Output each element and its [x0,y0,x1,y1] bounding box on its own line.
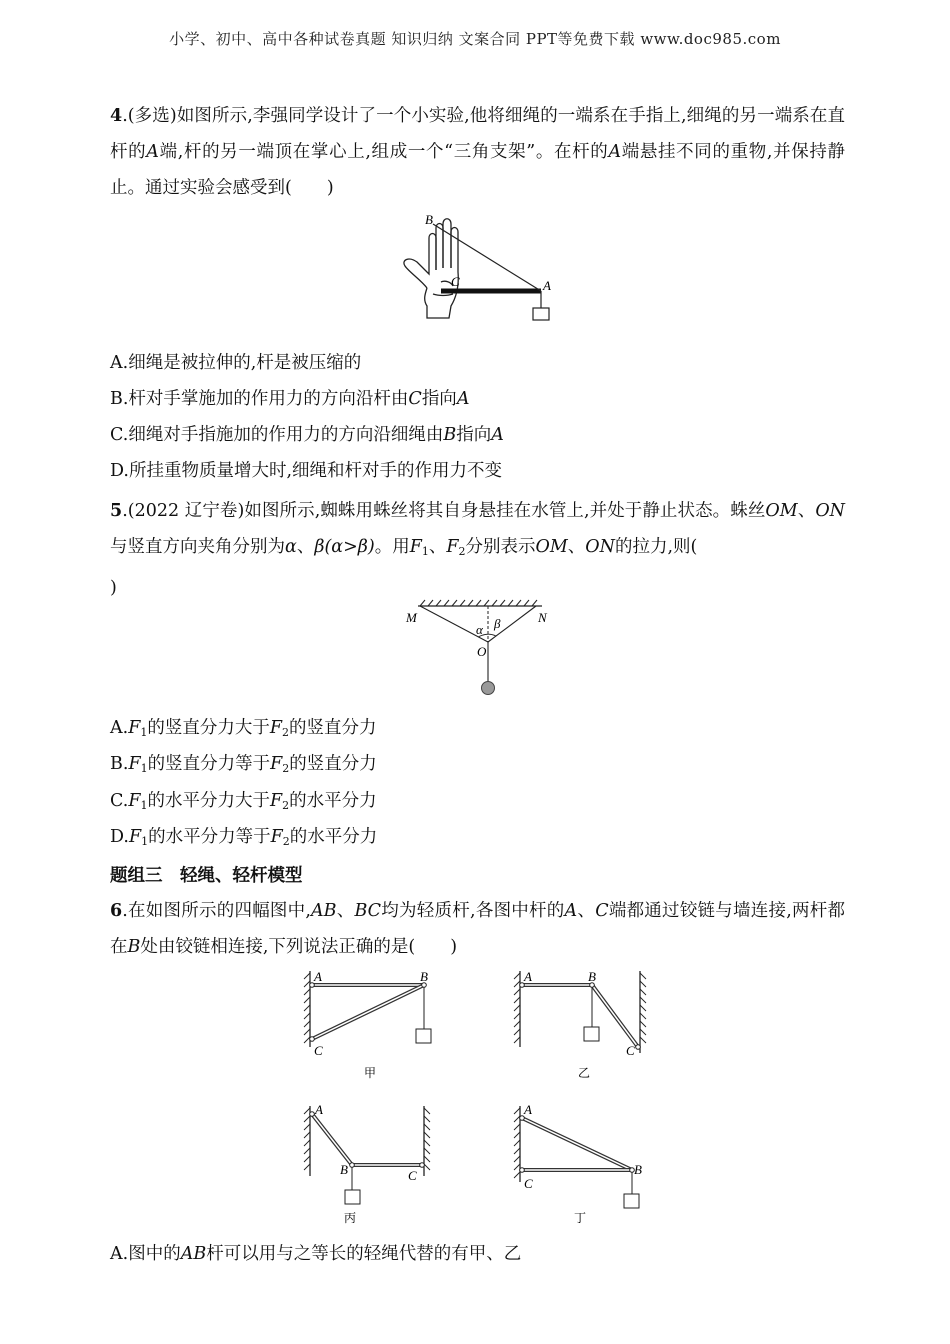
q6-text: 、 [336,901,355,921]
q4-stem [110,98,845,206]
q5-label-beta: β [494,616,501,631]
q6-ding-label-b: B [634,1162,642,1177]
q5-text: 、 [296,537,315,557]
q6-stem [110,893,845,965]
option-var: F [128,791,141,811]
option-var: C [408,389,422,409]
option-prefix: B. [110,754,129,774]
option-text: 杆可以用与之等长的轻绳代替的有甲、乙 [206,1244,522,1264]
option-text: 的水平分力 [289,827,378,847]
option-sub: 2 [282,799,290,812]
option-text: 指向 [421,389,457,409]
q5-label-o: O [477,644,487,659]
option-text: B.杆对手掌施加的作用力的方向沿杆由 [110,389,409,409]
q6-var: C [595,901,609,921]
q6-caption-bing: 丙 [344,1211,357,1225]
option-sub: 2 [282,835,290,848]
q5-var: OM [535,537,568,557]
q5-figure-spider [400,598,550,698]
q5-var: F [446,537,459,557]
q5-label-n: N [538,610,547,625]
q5-var: ON [585,537,615,557]
option-text: C.细绳对手指施加的作用力的方向沿细绳由 [110,425,444,445]
q5-text: 、 [797,501,816,521]
option-var: F [269,718,283,738]
option-var: B [443,425,457,445]
q4-stem-text: 如图所示,李强同学设计了一个小实验,他将细绳的一端系在手指上,细绳的另一端系在直杆的 [110,106,846,162]
q4-option-c[interactable] [110,421,504,449]
q6-bing-label-b: B [340,1162,348,1177]
q5-text: 的拉力,则( [614,537,698,557]
option-var: F [128,718,141,738]
option-text: 的竖直分力大于 [147,718,270,738]
q6-text: 、 [577,901,596,921]
q6-text: 端都通过铰链与墙连接,两杆都在 [110,901,846,957]
option-prefix: A. [110,718,129,738]
page-header: 小学、初中、高中各种试卷真题 知识归纳 文案合同 PPT等免费下载 www.doc985.com [169,30,781,48]
q5-stem [110,493,845,606]
q4-stem-text: 端悬挂不同的重物,并保持静止。通过实验会感受到( ) [110,142,846,198]
q6-jia-label-a: A [314,969,322,984]
q4-option-b[interactable] [110,385,469,413]
q6-figure-yi [510,965,660,1085]
option-text: 的竖直分力 [289,754,377,774]
q6-option-a[interactable] [110,1240,521,1268]
q6-yi-label-b: B [588,969,596,984]
q4-stem-var: A [146,142,159,162]
q5-text: 、 [428,537,447,557]
option-var: F [270,827,283,847]
q5-number: 5 [110,501,123,521]
q5-var: ON [815,501,845,521]
q6-text: .在如图所示的四幅图中, [122,901,311,921]
q5-option-b[interactable] [110,750,377,783]
q5-text: 与竖直方向夹角分别为 [110,537,285,557]
option-sub: 1 [141,835,149,848]
q5-text: ) [110,578,117,598]
q4-tag: .(多选) [122,106,177,126]
q4-stem-text: 端,杆的另一端顶在掌心上,组成一个“三角支架”。在杆的 [158,142,609,162]
q6-ding-label-c: C [524,1176,533,1191]
q5-option-c[interactable] [110,787,377,820]
q6-bing-label-a: A [315,1102,323,1117]
option-sub: 2 [282,762,290,775]
q6-jia-label-b: B [420,969,428,984]
q5-label-alpha: α [476,622,483,637]
option-var: A [456,389,470,409]
q4-label-a: A [543,278,551,293]
q6-text: 处由铰链相连接,下列说法正确的是( ) [140,937,458,957]
q6-yi-label-c: C [626,1043,635,1058]
q6-caption-yi: 乙 [578,1066,591,1080]
option-text: A.图中的 [110,1244,181,1264]
q5-tag: .(2022 辽宁卷) [122,501,245,521]
q6-var: BC [354,901,382,921]
option-var: F [128,827,142,847]
q4-option-a[interactable]: A.细绳是被拉伸的,杆是被压缩的 [110,353,362,373]
q5-option-d[interactable] [110,823,377,856]
option-text: 的水平分力 [289,791,377,811]
q4-label-b: B [425,212,433,227]
option-var: F [270,754,283,774]
option-var: F [270,791,283,811]
q4-option-d[interactable]: D.所挂重物质量增大时,细绳和杆对手的作用力不变 [110,461,503,481]
option-text: 的水平分力等于 [148,827,271,847]
q6-var: AB [310,901,337,921]
option-var: A [491,425,504,445]
q6-figure-ding [510,1100,660,1225]
q6-var: A [564,901,578,921]
q6-ding-label-a: A [524,1102,532,1117]
option-sub: 1 [140,726,148,739]
q6-jia-label-c: C [314,1043,323,1058]
q5-var: β [314,537,325,557]
q6-var: B [127,937,141,957]
q5-var: OM [765,501,798,521]
q5-text: 。用 [374,537,410,557]
option-text: 的竖直分力等于 [147,754,271,774]
option-text: 指向 [456,425,492,445]
option-var: AB [180,1244,207,1264]
q6-caption-jia: 甲 [364,1066,377,1080]
option-prefix: D. [110,827,129,847]
option-sub: 2 [282,726,290,739]
option-var: F [128,754,141,774]
q4-stem-var: A [608,142,622,162]
section-heading: 题组三 轻绳、轻杆模型 [110,866,303,886]
q4-number: 4 [110,106,123,126]
q6-figure-jia [300,965,450,1085]
q5-text: 、 [567,537,586,557]
q5-option-a[interactable] [110,714,377,747]
q6-text: 均为轻质杆,各图中杆的 [381,901,565,921]
q6-figure-bing [300,1100,450,1225]
q4-label-c: C [451,274,460,289]
option-text: 的竖直分力 [289,718,377,738]
q6-caption-ding: 丁 [574,1211,587,1225]
q6-bing-label-c: C [408,1168,417,1183]
option-prefix: C. [110,791,129,811]
q5-label-m: M [406,610,417,625]
q5-var: (α>β) [324,537,375,557]
q6-number: 6 [110,901,123,921]
option-sub: 1 [140,799,148,812]
q5-text: 分别表示 [465,537,536,557]
q5-text: 如图所示,蜘蛛用蛛丝将其自身悬挂在水管上,并处于静止状态。蛛丝 [244,501,766,521]
q5-var: F [409,537,422,557]
option-text: 的水平分力大于 [147,791,270,811]
option-sub: 1 [140,762,148,775]
q6-yi-label-a: A [524,969,532,984]
q5-var: α [285,537,297,557]
q5-sub: 2 [458,545,466,558]
q4-figure-hand-tripod [395,210,565,325]
q5-sub: 1 [421,545,429,558]
